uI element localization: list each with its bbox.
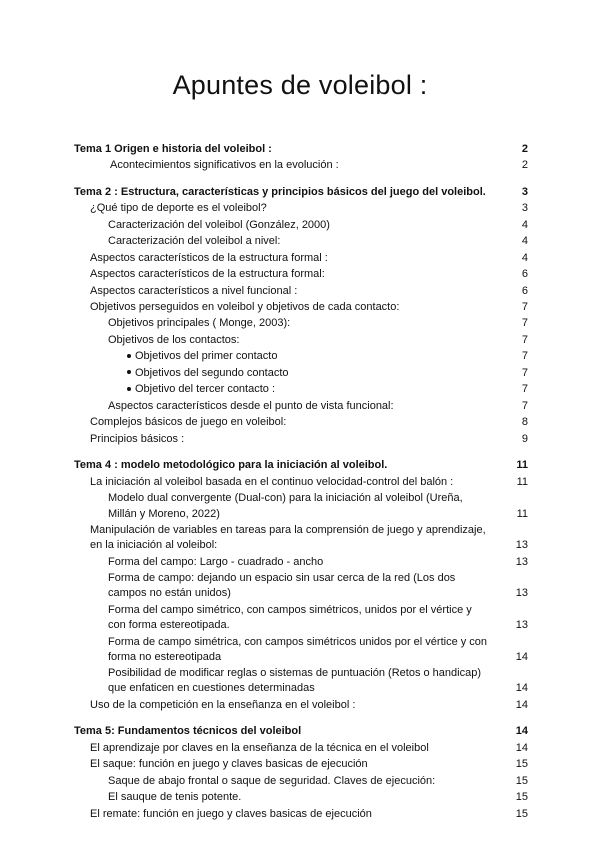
toc-entry-label: Objetivos principales ( Monge, 2003): [108,317,291,330]
toc-page-number: 6 [521,268,528,281]
toc-entry-label: Aspectos característicos de la estructura formal: [90,268,325,281]
toc-entry[interactable] [74,266,528,282]
toc-page-number: 15 [515,774,528,787]
toc-page-number: 14 [515,741,528,754]
toc-entry[interactable] [74,398,528,414]
bullet-icon [127,387,131,391]
toc-page-number: 15 [515,807,528,820]
table-of-contents [74,141,528,823]
toc-entry[interactable] [74,522,528,554]
toc-entry[interactable] [74,217,528,233]
document-title: Apuntes de voleibol : [172,70,428,100]
toc-page-number: 7 [521,399,528,412]
toc-entry-label: Caracterización del voleibol (González, 2000) [108,218,330,231]
toc-entry[interactable] [74,773,528,789]
toc-entry[interactable] [74,806,528,822]
toc-entry-label: Tema 4 : modelo metodológico para la iniciación al voleibol. [74,459,388,472]
toc-entry[interactable] [74,157,528,173]
toc-entry[interactable] [74,431,528,447]
toc-page-number: 7 [521,383,528,396]
toc-page-number: 6 [521,284,528,297]
toc-page-number: 13 [515,587,528,600]
toc-entry[interactable] [74,283,528,299]
toc-entry[interactable] [74,666,528,698]
toc-page-number: 9 [521,432,528,445]
toc-page-number: 14 [515,698,528,711]
toc-entry-label: Posibilidad de modificar reglas o sistemas de puntuación (Retos o handicap) que enfaticen en cuestiones determinadas [108,667,481,695]
toc-page-number: 13 [515,555,528,568]
toc-entry-label: El aprendizaje por claves en la enseñanza de la técnica en el voleibol [90,741,429,754]
toc-page-number: 13 [515,619,528,632]
toc-entry-label: Tema 1 Origen e historia del voleibol : [74,142,272,155]
toc-entry-tema-4[interactable] [74,458,528,474]
toc-page-number: 7 [521,366,528,379]
toc-entry-label: El remate: función en juego y claves basicas de ejecución [90,807,372,820]
toc-page-number: 7 [521,317,528,330]
toc-page-number: 11 [516,475,528,488]
toc-entry-label: Forma de campo: dejando un espacio sin usar cerca de la red (Los dos campos no están unidos) [108,572,456,600]
toc-entry-label: Aspectos característicos a nivel funcional : [90,284,298,297]
toc-page-number: 3 [521,185,528,198]
toc-entry-label: La iniciación al voleibol basada en el continuo velocidad-control del balón : [90,475,454,488]
toc-entry[interactable] [74,474,528,490]
toc-entry[interactable] [74,233,528,249]
toc-page-number: 13 [515,539,528,552]
toc-entry-bullet[interactable] [74,382,528,398]
toc-page-number: 14 [515,725,528,738]
toc-entry[interactable] [74,554,528,570]
toc-entry[interactable] [74,200,528,216]
toc-entry-label: Manipulación de variables en tareas para la comprensión de juego y aprendizaje, en la iniciación al voleibol: [90,524,486,552]
toc-entry-label: Objetivo del tercer contacto : [135,383,276,396]
toc-entry-label: Objetivos de los contactos: [108,333,240,346]
toc-entry[interactable] [74,316,528,332]
toc-entry[interactable] [74,299,528,315]
toc-entry-label: El sauque de tenis potente. [108,791,242,804]
toc-page-number: 4 [521,235,528,248]
toc-entry-label: Forma de campo simétrica, con campos simétricos unidos por el vértice y con forma no estereotipada [108,635,488,663]
toc-entry-label: Acontecimientos significativos en la evolución : [110,159,339,172]
toc-page-number: 7 [521,333,528,346]
bullet-icon [127,370,131,374]
toc-entry-label: Caracterización del voleibol a nivel: [108,235,281,248]
toc-entry[interactable] [74,602,528,634]
toc-page-number: 8 [521,416,528,429]
toc-entry[interactable] [74,491,528,523]
toc-page-number: 14 [515,682,528,695]
toc-page-number: 14 [515,650,528,663]
toc-entry-bullet[interactable] [74,349,528,365]
toc-entry-label: Modelo dual convergente (Dual-con) para la iniciación al voleibol (Ureña, Millán y Moreno, 2022) [108,492,463,520]
toc-page-number: 4 [521,218,528,231]
toc-entry[interactable] [74,790,528,806]
bullet-icon [127,354,131,358]
toc-entry[interactable] [74,740,528,756]
toc-entry-label: Complejos básicos de juego en voleibol: [90,416,287,429]
toc-entry-label: Forma del campo simétrico, con campos simétricos, unidos por el vértice y con forma estereotipada. [108,603,472,632]
toc-page-number: 4 [521,251,528,264]
toc-page-number: 3 [521,202,528,215]
toc-entry-tema-5[interactable] [74,724,528,740]
toc-entry-label: Objetivos perseguidos en voleibol y objetivos de cada contacto: [90,301,400,313]
toc-entry-label: Forma del campo: Largo - cuadrado - ancho [108,555,324,568]
toc-page-number: 7 [521,301,528,313]
toc-entry[interactable] [74,332,528,348]
toc-entry[interactable] [74,571,528,603]
toc-entry-label: Aspectos característicos desde el punto de vista funcional: [108,399,394,412]
toc-entry-tema-2[interactable] [74,184,528,200]
toc-entry-label: Uso de la competición en la enseñanza en el voleibol : [90,698,356,711]
toc-entry[interactable] [74,250,528,266]
toc-page-number: 15 [515,791,528,804]
toc-entry-label: Aspectos característicos de la estructura formal : [90,251,328,264]
toc-entry-label: El saque: función en juego y claves basicas de ejecución [90,758,368,771]
toc-entry[interactable] [74,697,528,713]
toc-entry[interactable] [74,757,528,773]
toc-page-number: 2 [521,142,528,155]
toc-page-number: 11 [516,507,528,520]
toc-entry-label: Saque de abajo frontal o saque de seguridad. Claves de ejecución: [108,774,436,787]
toc-page-number: 15 [515,758,528,771]
toc-entry-tema-1[interactable] [74,141,528,157]
toc-page-number: 7 [521,350,528,363]
toc-entry-label: Principios básicos : [90,432,185,445]
toc-entry[interactable] [74,415,528,431]
toc-entry[interactable] [74,634,528,666]
toc-page-number: 2 [521,159,528,172]
toc-entry-label: Objetivos del segundo contacto [135,366,289,379]
toc-entry-bullet[interactable] [74,365,528,381]
toc-entry-label: Tema 2 : Estructura, características y principios básicos del juego del voleibol. [74,185,486,198]
toc-entry-label: ¿Qué tipo de deporte es el voleibol? [90,202,267,215]
toc-entry-label: Tema 5: Fundamentos técnicos del voleibol [74,725,302,738]
toc-entry-label: Objetivos del primer contacto [135,350,278,363]
toc-page-number: 11 [516,459,528,472]
